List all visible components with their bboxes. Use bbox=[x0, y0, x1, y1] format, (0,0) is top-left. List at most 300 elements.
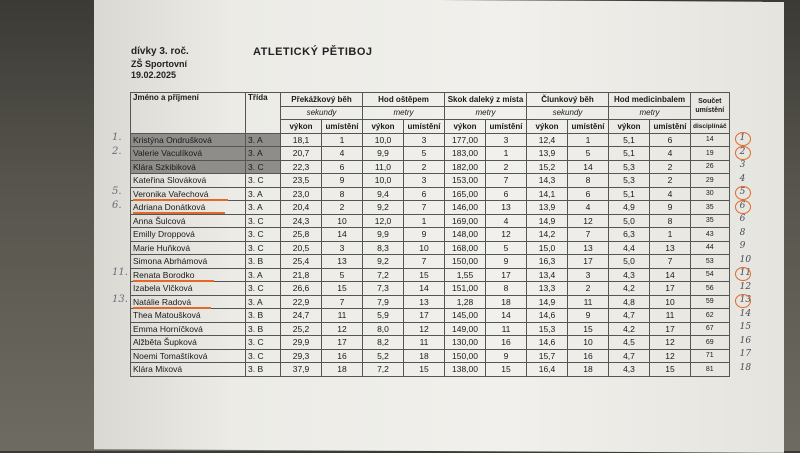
sum-cell: 81 bbox=[691, 363, 730, 377]
value-cell: 23,5 bbox=[281, 174, 322, 188]
value-cell: 18,1 bbox=[281, 133, 322, 147]
class-cell: 3. A bbox=[246, 268, 281, 282]
handwritten-rank: 2. bbox=[112, 145, 122, 157]
value-cell: 15 bbox=[650, 363, 691, 377]
value-cell: 1 bbox=[650, 228, 691, 242]
sum-cell: 44 bbox=[691, 241, 730, 255]
value-cell: 4,4 bbox=[609, 241, 650, 255]
class-cell: 3. C bbox=[246, 160, 281, 174]
col-event-3: Skok daleký z místa bbox=[445, 93, 527, 107]
value-cell: 3 bbox=[404, 133, 445, 147]
student-name: Adriana Donátková bbox=[133, 202, 225, 214]
value-cell: 4,3 bbox=[609, 268, 650, 282]
value-cell: 4,2 bbox=[609, 322, 650, 336]
results-table bbox=[130, 92, 730, 377]
value-cell: 13 bbox=[404, 295, 445, 309]
handwritten-place: 9 bbox=[739, 241, 746, 251]
value-cell: 177,00 bbox=[445, 133, 486, 147]
sum-cell: 26 bbox=[691, 160, 730, 174]
col-name: Jméno a příjmení bbox=[131, 93, 246, 134]
value-cell: 14 bbox=[404, 282, 445, 296]
value-cell: 13 bbox=[568, 241, 609, 255]
student-name: Natálie Radová bbox=[133, 297, 211, 309]
value-cell: 24,7 bbox=[281, 309, 322, 323]
table-row bbox=[131, 228, 730, 242]
sum-cell: 62 bbox=[691, 309, 730, 323]
sum-cell: 35 bbox=[691, 214, 730, 228]
value-cell: 14,9 bbox=[527, 214, 568, 228]
table-row bbox=[131, 214, 730, 228]
student-name: Veronika Vařechová bbox=[133, 189, 228, 201]
value-cell: 8,2 bbox=[363, 336, 404, 350]
handwritten-place: 13 bbox=[739, 295, 752, 305]
value-cell: 7,9 bbox=[363, 295, 404, 309]
table-row bbox=[131, 174, 730, 188]
value-cell: 8 bbox=[322, 187, 363, 201]
table-row bbox=[131, 295, 730, 309]
value-cell: 10,0 bbox=[363, 133, 404, 147]
handwritten-place: 11 bbox=[739, 268, 752, 278]
value-cell: 7 bbox=[568, 228, 609, 242]
value-cell: 2 bbox=[568, 282, 609, 296]
date-label: 19.02.2025 bbox=[131, 70, 177, 80]
table-row bbox=[131, 160, 730, 174]
sum-cell: 35 bbox=[691, 201, 730, 215]
sum-cell: 29 bbox=[691, 174, 730, 188]
value-cell: 9 bbox=[650, 201, 691, 215]
value-cell: 18 bbox=[404, 349, 445, 363]
value-cell: 150,00 bbox=[445, 349, 486, 363]
value-cell: 9,9 bbox=[363, 147, 404, 161]
value-cell: 3 bbox=[322, 241, 363, 255]
student-name: Thea Matoušková bbox=[133, 310, 201, 321]
value-cell: 17 bbox=[404, 309, 445, 323]
value-cell: 26,6 bbox=[281, 282, 322, 296]
value-cell: 9 bbox=[322, 174, 363, 188]
value-cell: 18 bbox=[568, 363, 609, 377]
unit-event-5: metry bbox=[609, 106, 691, 120]
value-cell: 4 bbox=[650, 147, 691, 161]
class-cell: 3. A bbox=[246, 201, 281, 215]
value-cell: 14,2 bbox=[527, 228, 568, 242]
table-row bbox=[131, 282, 730, 296]
value-cell: 16,3 bbox=[527, 255, 568, 269]
value-cell: 15 bbox=[568, 322, 609, 336]
value-cell: 5 bbox=[404, 147, 445, 161]
unit-event-3: metry bbox=[445, 106, 527, 120]
value-cell: 12 bbox=[486, 228, 527, 242]
value-cell: 11 bbox=[486, 322, 527, 336]
value-cell: 25,4 bbox=[281, 255, 322, 269]
value-cell: 13,9 bbox=[527, 201, 568, 215]
value-cell: 11 bbox=[404, 336, 445, 350]
class-cell: 3. B bbox=[246, 255, 281, 269]
value-cell: 1 bbox=[568, 133, 609, 147]
value-cell: 14,9 bbox=[527, 295, 568, 309]
disc-label: disciplínáč bbox=[691, 120, 730, 134]
value-cell: 1 bbox=[404, 214, 445, 228]
value-cell: 12 bbox=[650, 349, 691, 363]
value-cell: 7,2 bbox=[363, 363, 404, 377]
table-row bbox=[131, 268, 730, 282]
handwritten-place: 14 bbox=[739, 308, 752, 319]
value-cell: 7 bbox=[404, 255, 445, 269]
value-cell: 8 bbox=[486, 282, 527, 296]
value-cell: 13,9 bbox=[527, 147, 568, 161]
handwritten-place: 2 bbox=[739, 146, 746, 157]
value-cell: 7 bbox=[404, 201, 445, 215]
value-cell: 4 bbox=[322, 147, 363, 161]
handwritten-place: 6 bbox=[739, 200, 746, 211]
header-row-1 bbox=[131, 93, 730, 107]
col-event-2: Hod oštěpem bbox=[363, 93, 445, 107]
handwritten-rank: 11. bbox=[112, 267, 128, 278]
class-cell: 3. C bbox=[246, 282, 281, 296]
value-cell: 17 bbox=[486, 268, 527, 282]
value-cell: 4,9 bbox=[609, 201, 650, 215]
class-cell: 3. C bbox=[246, 336, 281, 350]
value-cell: 4,3 bbox=[609, 363, 650, 377]
perf-label: výkon bbox=[281, 120, 322, 134]
value-cell: 15,2 bbox=[527, 160, 568, 174]
value-cell: 4 bbox=[568, 201, 609, 215]
place-label: umístění bbox=[486, 120, 527, 134]
value-cell: 23,0 bbox=[281, 187, 322, 201]
circle-mark-icon bbox=[735, 132, 751, 146]
value-cell: 14,3 bbox=[527, 174, 568, 188]
value-cell: 8 bbox=[650, 214, 691, 228]
handwritten-rank: 6. bbox=[112, 199, 122, 211]
value-cell: 2 bbox=[486, 160, 527, 174]
value-cell: 15 bbox=[486, 363, 527, 377]
value-cell: 6 bbox=[322, 160, 363, 174]
handwritten-place: 8 bbox=[739, 227, 746, 238]
value-cell: 10 bbox=[404, 241, 445, 255]
value-cell: 3 bbox=[568, 268, 609, 282]
value-cell: 8 bbox=[568, 174, 609, 188]
value-cell: 5,3 bbox=[609, 174, 650, 188]
value-cell: 16,4 bbox=[527, 363, 568, 377]
value-cell: 7 bbox=[322, 295, 363, 309]
class-cell: 3. C bbox=[246, 214, 281, 228]
value-cell: 12 bbox=[404, 322, 445, 336]
unit-event-1: sekundy bbox=[281, 106, 363, 120]
handwritten-rank: 13. bbox=[112, 294, 128, 305]
class-cell: 3. A bbox=[246, 295, 281, 309]
circle-mark-icon bbox=[735, 267, 751, 281]
value-cell: 12 bbox=[650, 336, 691, 350]
col-event-5: Hod medicinbalem bbox=[609, 93, 691, 107]
col-sum: Součet umístění bbox=[691, 93, 730, 120]
handwritten-place: 5 bbox=[739, 187, 746, 197]
value-cell: 168,00 bbox=[445, 241, 486, 255]
handwritten-place: 18 bbox=[739, 362, 752, 373]
table-row bbox=[131, 309, 730, 323]
value-cell: 9 bbox=[486, 255, 527, 269]
value-cell: 10 bbox=[650, 295, 691, 309]
sum-cell: 43 bbox=[691, 228, 730, 242]
class-cell: 3. C bbox=[246, 174, 281, 188]
value-cell: 20,4 bbox=[281, 201, 322, 215]
value-cell: 12,4 bbox=[527, 133, 568, 147]
value-cell: 14,1 bbox=[527, 187, 568, 201]
value-cell: 14 bbox=[568, 160, 609, 174]
student-name: Klára Szkibiková bbox=[133, 161, 196, 172]
value-cell: 9 bbox=[486, 349, 527, 363]
class-cell: 3. C bbox=[246, 349, 281, 363]
perf-label: výkon bbox=[527, 120, 568, 134]
student-name: Valerie Vaculíková bbox=[133, 148, 203, 159]
value-cell: 12 bbox=[322, 322, 363, 336]
value-cell: 5 bbox=[486, 241, 527, 255]
value-cell: 9,2 bbox=[363, 255, 404, 269]
student-name: Klára Mixová bbox=[133, 364, 183, 375]
school-label: ZŠ Sportovní bbox=[131, 59, 187, 69]
value-cell: 16 bbox=[486, 336, 527, 350]
value-cell: 5,1 bbox=[609, 187, 650, 201]
value-cell: 10 bbox=[322, 214, 363, 228]
value-cell: 9,9 bbox=[363, 228, 404, 242]
place-label: umístění bbox=[650, 120, 691, 134]
handwritten-place: 1 bbox=[739, 133, 746, 143]
value-cell: 5,1 bbox=[609, 133, 650, 147]
results-body bbox=[131, 133, 730, 376]
table-row bbox=[131, 255, 730, 269]
student-name: Noemi Tomaštíková bbox=[133, 350, 208, 361]
value-cell: 9,2 bbox=[363, 201, 404, 215]
class-cell: 3. A bbox=[246, 147, 281, 161]
perf-label: výkon bbox=[363, 120, 404, 134]
sum-cell: 59 bbox=[691, 295, 730, 309]
sum-cell: 30 bbox=[691, 187, 730, 201]
student-name: Alžběta Šupková bbox=[133, 337, 197, 348]
value-cell: 10,0 bbox=[363, 174, 404, 188]
value-cell: 11,0 bbox=[363, 160, 404, 174]
table-row bbox=[131, 336, 730, 350]
value-cell: 4,8 bbox=[609, 295, 650, 309]
sum-cell: 19 bbox=[691, 147, 730, 161]
value-cell: 138,00 bbox=[445, 363, 486, 377]
value-cell: 3 bbox=[404, 174, 445, 188]
place-label: umístění bbox=[568, 120, 609, 134]
value-cell: 18 bbox=[486, 295, 527, 309]
value-cell: 2 bbox=[404, 160, 445, 174]
value-cell: 9 bbox=[568, 309, 609, 323]
value-cell: 2 bbox=[650, 160, 691, 174]
value-cell: 5,0 bbox=[609, 255, 650, 269]
student-name: Kateřina Slováková bbox=[133, 175, 207, 186]
value-cell: 17 bbox=[650, 322, 691, 336]
value-cell: 6 bbox=[486, 187, 527, 201]
unit-event-2: metry bbox=[363, 106, 445, 120]
value-cell: 29,9 bbox=[281, 336, 322, 350]
value-cell: 4,2 bbox=[609, 282, 650, 296]
perf-label: výkon bbox=[445, 120, 486, 134]
value-cell: 13 bbox=[322, 255, 363, 269]
value-cell: 8,0 bbox=[363, 322, 404, 336]
value-cell: 22,3 bbox=[281, 160, 322, 174]
value-cell: 7,3 bbox=[363, 282, 404, 296]
value-cell: 4,7 bbox=[609, 349, 650, 363]
value-cell: 13 bbox=[650, 241, 691, 255]
student-name: Kristýna Ondrušková bbox=[133, 134, 212, 145]
class-cell: 3. C bbox=[246, 241, 281, 255]
value-cell: 11 bbox=[650, 309, 691, 323]
circle-mark-icon bbox=[735, 186, 751, 200]
value-cell: 37,9 bbox=[281, 363, 322, 377]
table-row bbox=[131, 147, 730, 161]
value-cell: 5 bbox=[322, 268, 363, 282]
value-cell: 14,6 bbox=[527, 336, 568, 350]
value-cell: 25,8 bbox=[281, 228, 322, 242]
unit-event-4: sekundy bbox=[527, 106, 609, 120]
value-cell: 169,00 bbox=[445, 214, 486, 228]
value-cell: 2 bbox=[650, 174, 691, 188]
value-cell: 6 bbox=[650, 133, 691, 147]
value-cell: 165,00 bbox=[445, 187, 486, 201]
value-cell: 7 bbox=[486, 174, 527, 188]
value-cell: 7,2 bbox=[363, 268, 404, 282]
value-cell: 16 bbox=[322, 349, 363, 363]
value-cell: 4,5 bbox=[609, 336, 650, 350]
table-row bbox=[131, 133, 730, 147]
value-cell: 10 bbox=[568, 336, 609, 350]
student-name: Emilly Droppová bbox=[133, 229, 195, 240]
value-cell: 13,4 bbox=[527, 268, 568, 282]
value-cell: 151,00 bbox=[445, 282, 486, 296]
value-cell: 1,55 bbox=[445, 268, 486, 282]
handwritten-place: 17 bbox=[739, 349, 752, 359]
value-cell: 6 bbox=[404, 187, 445, 201]
handwritten-place: 15 bbox=[739, 322, 752, 332]
value-cell: 15,7 bbox=[527, 349, 568, 363]
value-cell: 15 bbox=[322, 282, 363, 296]
student-name: Izabela Vlčková bbox=[133, 283, 193, 294]
value-cell: 13 bbox=[486, 201, 527, 215]
value-cell: 130,00 bbox=[445, 336, 486, 350]
table-row bbox=[131, 322, 730, 336]
circle-mark-icon bbox=[735, 294, 751, 308]
perf-label: výkon bbox=[609, 120, 650, 134]
value-cell: 9,4 bbox=[363, 187, 404, 201]
class-cell: 3. A bbox=[246, 133, 281, 147]
student-name: Simona Abrhámová bbox=[133, 256, 208, 267]
value-cell: 15,3 bbox=[527, 322, 568, 336]
value-cell: 149,00 bbox=[445, 322, 486, 336]
value-cell: 5,0 bbox=[609, 214, 650, 228]
value-cell: 5,9 bbox=[363, 309, 404, 323]
sum-cell: 53 bbox=[691, 255, 730, 269]
value-cell: 15 bbox=[404, 268, 445, 282]
value-cell: 25,2 bbox=[281, 322, 322, 336]
value-cell: 153,00 bbox=[445, 174, 486, 188]
class-cell: 3. A bbox=[246, 187, 281, 201]
value-cell: 148,00 bbox=[445, 228, 486, 242]
value-cell: 6,3 bbox=[609, 228, 650, 242]
value-cell: 5,3 bbox=[609, 160, 650, 174]
table-row bbox=[131, 241, 730, 255]
col-class: Třída bbox=[246, 93, 281, 134]
value-cell: 4 bbox=[486, 214, 527, 228]
table-row bbox=[131, 363, 730, 377]
value-cell: 21,8 bbox=[281, 268, 322, 282]
value-cell: 1,28 bbox=[445, 295, 486, 309]
value-cell: 14 bbox=[650, 268, 691, 282]
sum-cell: 56 bbox=[691, 282, 730, 296]
value-cell: 17 bbox=[568, 255, 609, 269]
handwritten-place: 12 bbox=[739, 281, 752, 292]
handwritten-place: 4 bbox=[739, 173, 746, 184]
student-name: Marie Huňková bbox=[133, 242, 191, 253]
sum-cell: 14 bbox=[691, 133, 730, 147]
sum-cell: 67 bbox=[691, 322, 730, 336]
value-cell: 1 bbox=[322, 133, 363, 147]
handwritten-rank: 1. bbox=[112, 132, 122, 143]
handwritten-place: 3 bbox=[739, 160, 746, 170]
handwritten-rank: 5. bbox=[112, 186, 122, 197]
value-cell: 4 bbox=[650, 187, 691, 201]
value-cell: 3 bbox=[486, 133, 527, 147]
handwritten-place: 6 bbox=[739, 214, 746, 224]
value-cell: 146,00 bbox=[445, 201, 486, 215]
value-cell: 7 bbox=[650, 255, 691, 269]
table-row bbox=[131, 349, 730, 363]
value-cell: 1 bbox=[486, 147, 527, 161]
class-cell: 3. B bbox=[246, 363, 281, 377]
class-cell: 3. B bbox=[246, 322, 281, 336]
value-cell: 11 bbox=[568, 295, 609, 309]
value-cell: 5 bbox=[568, 147, 609, 161]
student-name: Emma Horníčková bbox=[133, 323, 203, 334]
value-cell: 14 bbox=[486, 309, 527, 323]
student-name: Anna Šulcová bbox=[133, 215, 186, 226]
value-cell: 16 bbox=[568, 349, 609, 363]
sum-cell: 71 bbox=[691, 349, 730, 363]
value-cell: 20,7 bbox=[281, 147, 322, 161]
value-cell: 24,3 bbox=[281, 214, 322, 228]
place-label: umístění bbox=[404, 120, 445, 134]
value-cell: 8,3 bbox=[363, 241, 404, 255]
value-cell: 182,00 bbox=[445, 160, 486, 174]
circle-mark-icon bbox=[735, 200, 751, 214]
student-name: Renata Borodko bbox=[133, 270, 214, 282]
value-cell: 18 bbox=[322, 363, 363, 377]
value-cell: 150,00 bbox=[445, 255, 486, 269]
value-cell: 14 bbox=[322, 228, 363, 242]
value-cell: 15 bbox=[404, 363, 445, 377]
value-cell: 11 bbox=[322, 309, 363, 323]
place-label: umístění bbox=[322, 120, 363, 134]
value-cell: 17 bbox=[322, 336, 363, 350]
circle-mark-icon bbox=[735, 146, 751, 160]
value-cell: 29,3 bbox=[281, 349, 322, 363]
value-cell: 2 bbox=[322, 201, 363, 215]
value-cell: 20,5 bbox=[281, 241, 322, 255]
class-cell: 3. C bbox=[246, 228, 281, 242]
group-label: dívky 3. roč. bbox=[131, 46, 189, 57]
handwritten-place: 10 bbox=[739, 254, 752, 265]
value-cell: 9 bbox=[404, 228, 445, 242]
value-cell: 4,7 bbox=[609, 309, 650, 323]
value-cell: 22,9 bbox=[281, 295, 322, 309]
col-event-4: Člunkový běh bbox=[527, 93, 609, 107]
value-cell: 145,00 bbox=[445, 309, 486, 323]
value-cell: 6 bbox=[568, 187, 609, 201]
sum-cell: 54 bbox=[691, 268, 730, 282]
value-cell: 5,1 bbox=[609, 147, 650, 161]
class-cell: 3. B bbox=[246, 309, 281, 323]
value-cell: 15,0 bbox=[527, 241, 568, 255]
